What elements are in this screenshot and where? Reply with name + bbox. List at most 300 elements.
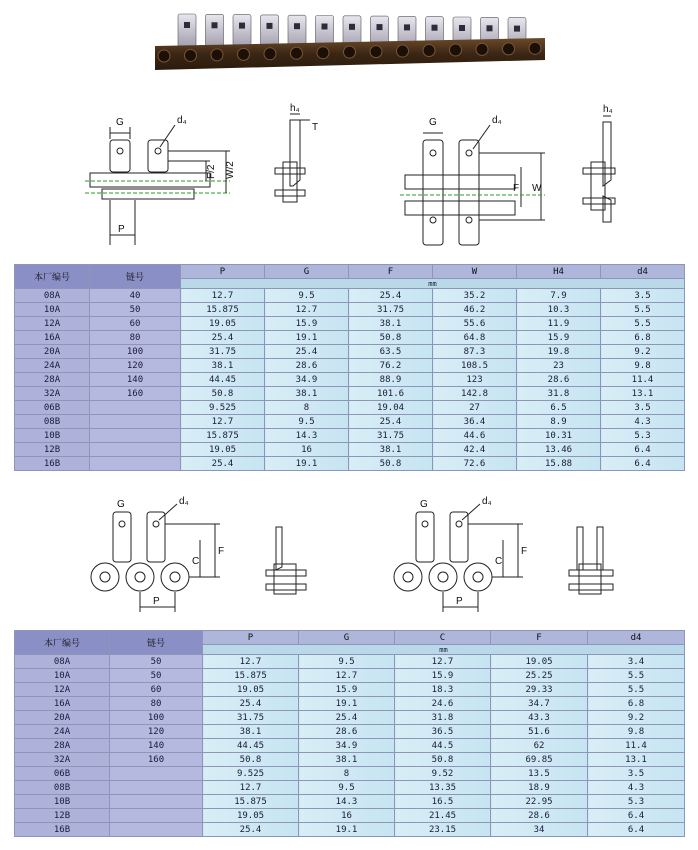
label-d4-3: d₄: [179, 496, 189, 507]
cell-value: 18.3: [395, 683, 491, 697]
cell-code: 08A: [15, 289, 90, 303]
label-p: P: [118, 224, 125, 235]
cell-value: 142.8: [433, 387, 517, 401]
cell-value: 15.875: [203, 669, 299, 683]
label-w-half: W/2: [225, 161, 236, 179]
cell-value: 50.8: [349, 457, 433, 471]
cell-chain: 40: [90, 289, 181, 303]
cell-value: 3.5: [588, 767, 685, 781]
cell-chain: [110, 781, 203, 795]
cell-value: 14.3: [265, 429, 349, 443]
table-row: [15, 781, 685, 795]
cell-code: 28A: [15, 373, 90, 387]
cell-value: 50.8: [395, 753, 491, 767]
drawing-bent-attachment-side: [260, 522, 320, 602]
header-f-2: F: [491, 631, 588, 645]
cell-value: 15.9: [265, 317, 349, 331]
cell-value: 5.5: [601, 317, 685, 331]
cell-value: 72.6: [433, 457, 517, 471]
cell-value: 27: [433, 401, 517, 415]
cell-value: 42.4: [433, 443, 517, 457]
cell-chain: [110, 823, 203, 837]
cell-value: 6.5: [517, 401, 601, 415]
cell-chain: 50: [90, 303, 181, 317]
table-row: [15, 401, 685, 415]
cell-value: 11.9: [517, 317, 601, 331]
cell-value: 5.5: [588, 669, 685, 683]
cell-value: 12.7: [265, 303, 349, 317]
label-p-3: P: [153, 596, 160, 607]
label-g-3: G: [117, 499, 125, 510]
cell-code: 20A: [15, 711, 110, 725]
cell-value: 19.05: [491, 655, 588, 669]
cell-value: 76.2: [349, 359, 433, 373]
cell-value: 8.9: [517, 415, 601, 429]
chain-tab-hole: [349, 24, 355, 30]
chain-tab-hole: [184, 22, 190, 28]
cell-value: 69.85: [491, 753, 588, 767]
cell-code: 20A: [15, 345, 90, 359]
chain-roller: [423, 45, 435, 57]
cell-chain: 160: [110, 753, 203, 767]
table-row: [15, 655, 685, 669]
chain-roller: [397, 45, 409, 57]
cell-value: 28.6: [517, 373, 601, 387]
chain-tab-hole: [459, 25, 465, 31]
cell-value: 12.7: [181, 289, 265, 303]
cell-chain: 80: [110, 697, 203, 711]
cell-value: 44.5: [395, 739, 491, 753]
cell-value: 46.2: [433, 303, 517, 317]
cell-value: 64.8: [433, 331, 517, 345]
label-d4: d₄: [177, 115, 187, 126]
cell-code: 12A: [15, 317, 90, 331]
cell-value: 50.8: [203, 753, 299, 767]
cell-code: 12A: [15, 683, 110, 697]
unit-label-2: mm: [203, 645, 685, 655]
cell-code: 10A: [15, 669, 110, 683]
cell-value: 5.5: [601, 303, 685, 317]
cell-value: 12.7: [395, 655, 491, 669]
cell-code: 16B: [15, 457, 90, 471]
cell-value: 9.8: [601, 359, 685, 373]
drawing-double-attachment-front: [395, 105, 565, 255]
cell-code: 08B: [15, 781, 110, 795]
chain-attachment-tab: [178, 14, 196, 50]
cell-value: 31.8: [517, 387, 601, 401]
cell-value: 12.7: [181, 415, 265, 429]
cell-value: 25.4: [349, 289, 433, 303]
chain-roller: [291, 47, 303, 59]
table-row: [15, 683, 685, 697]
cell-value: 15.875: [181, 429, 265, 443]
cell-value: 13.5: [491, 767, 588, 781]
cell-chain: 50: [110, 655, 203, 669]
table-row: [15, 331, 685, 345]
chain-tab-hole: [239, 23, 245, 29]
cell-value: 3.5: [601, 289, 685, 303]
cell-chain: [110, 767, 203, 781]
table-row: [15, 753, 685, 767]
chain-roller: [317, 47, 329, 59]
cell-value: 13.35: [395, 781, 491, 795]
cell-value: 19.1: [265, 457, 349, 471]
cell-value: 31.75: [203, 711, 299, 725]
cell-value: 9.525: [181, 401, 265, 415]
cell-value: 11.4: [601, 373, 685, 387]
cell-chain: 140: [90, 373, 181, 387]
table-row: [15, 443, 685, 457]
cell-value: 28.6: [491, 809, 588, 823]
cell-chain: [110, 809, 203, 823]
cell-chain: 100: [90, 345, 181, 359]
cell-value: 9.525: [203, 767, 299, 781]
label-h4: h₄: [290, 103, 300, 114]
cell-value: 34: [491, 823, 588, 837]
cell-code: 24A: [15, 725, 110, 739]
cell-value: 36.5: [395, 725, 491, 739]
label-f-3: F: [218, 546, 225, 557]
cell-value: 3.5: [601, 401, 685, 415]
cell-value: 12.7: [203, 781, 299, 795]
drawing-bent-attachment-side-2: [565, 522, 625, 602]
cell-value: 25.4: [181, 457, 265, 471]
cell-value: 8: [265, 401, 349, 415]
cell-code: 16A: [15, 331, 90, 345]
chain-tab-hole: [404, 24, 410, 30]
cell-chain: [90, 429, 181, 443]
cell-value: 5.3: [601, 429, 685, 443]
header-p-2: P: [203, 631, 299, 645]
cell-chain: 140: [110, 739, 203, 753]
header-chain-2: 链号: [110, 631, 203, 655]
unit-label: mm: [181, 279, 685, 289]
cell-value: 10.3: [517, 303, 601, 317]
chain-tab-hole: [432, 25, 438, 31]
cell-value: 34.7: [491, 697, 588, 711]
cell-value: 38.1: [265, 387, 349, 401]
cell-value: 23.15: [395, 823, 491, 837]
table-row: [15, 373, 685, 387]
cell-value: 101.6: [349, 387, 433, 401]
cell-value: 9.5: [265, 415, 349, 429]
cell-value: 16: [265, 443, 349, 457]
chain-tab-hole: [487, 25, 493, 31]
table-row: [15, 317, 685, 331]
cell-value: 13.1: [601, 387, 685, 401]
label-d4-2: d₄: [492, 115, 502, 126]
table-row: [15, 387, 685, 401]
cell-code: 10A: [15, 303, 90, 317]
cell-value: 9.5: [265, 289, 349, 303]
chain-tab-hole: [267, 23, 273, 29]
cell-value: 44.45: [203, 739, 299, 753]
cell-value: 19.05: [181, 443, 265, 457]
cell-value: 25.4: [349, 415, 433, 429]
drawing-single-sided-attachment-side: [265, 100, 335, 220]
header-g: G: [265, 265, 349, 279]
cell-value: 5.3: [588, 795, 685, 809]
cell-value: 34.9: [299, 739, 395, 753]
table-row: [15, 669, 685, 683]
cell-value: 5.5: [588, 683, 685, 697]
chain-tab-hole: [212, 22, 218, 28]
drawing-double-attachment-side: [575, 100, 645, 230]
table-row: [15, 429, 685, 443]
header-chain: 链号: [90, 265, 181, 289]
label-p-4: P: [456, 596, 463, 607]
label-c-3: C: [192, 556, 200, 567]
table-row: [15, 795, 685, 809]
cell-chain: 60: [90, 317, 181, 331]
cell-value: 15.875: [181, 303, 265, 317]
cell-value: 31.75: [349, 429, 433, 443]
cell-value: 31.75: [181, 345, 265, 359]
cell-value: 3.4: [588, 655, 685, 669]
header-w: W: [433, 265, 517, 279]
cell-value: 6.4: [601, 443, 685, 457]
cell-value: 12.7: [299, 669, 395, 683]
chain-roller: [370, 46, 382, 58]
cell-value: 15.875: [203, 795, 299, 809]
cell-value: 18.9: [491, 781, 588, 795]
cell-chain: 120: [110, 725, 203, 739]
cell-value: 38.1: [181, 359, 265, 373]
cell-value: 24.6: [395, 697, 491, 711]
table-row: [15, 359, 685, 373]
header-c-2: C: [395, 631, 491, 645]
cell-value: 50.8: [181, 387, 265, 401]
cell-value: 38.1: [349, 443, 433, 457]
cell-value: 15.9: [299, 683, 395, 697]
cell-value: 44.6: [433, 429, 517, 443]
cell-code: 24A: [15, 359, 90, 373]
cell-value: 23: [517, 359, 601, 373]
drawing-single-sided-attachment-front: [80, 105, 250, 255]
cell-value: 13.46: [517, 443, 601, 457]
cell-value: 19.8: [517, 345, 601, 359]
chain-roller: [185, 49, 197, 61]
cell-chain: 50: [110, 669, 203, 683]
cell-value: 36.4: [433, 415, 517, 429]
cell-value: 9.2: [588, 711, 685, 725]
table-row: [15, 415, 685, 429]
cell-value: 19.05: [203, 683, 299, 697]
cell-code: 16A: [15, 697, 110, 711]
chain-roller: [264, 48, 276, 60]
label-t: T: [312, 122, 319, 133]
cell-value: 38.1: [349, 317, 433, 331]
spec-table-2: [14, 630, 685, 837]
cell-value: 21.45: [395, 809, 491, 823]
cell-value: 15.88: [517, 457, 601, 471]
cell-value: 6.4: [601, 457, 685, 471]
chain-roller: [238, 48, 250, 60]
chain-roller: [476, 43, 488, 55]
table-row: [15, 345, 685, 359]
cell-value: 19.1: [265, 331, 349, 345]
chain-tab-hole: [322, 24, 328, 30]
cell-value: 8: [299, 767, 395, 781]
cell-value: 44.45: [181, 373, 265, 387]
chain-tab-hole: [514, 26, 520, 32]
cell-value: 9.2: [601, 345, 685, 359]
cell-value: 11.4: [588, 739, 685, 753]
cell-value: 25.4: [203, 823, 299, 837]
cell-value: 87.3: [433, 345, 517, 359]
table-row: [15, 457, 685, 471]
chain-roller: [529, 42, 541, 54]
header-d4: d4: [601, 265, 685, 279]
label-g: G: [116, 117, 124, 128]
table-row: [15, 809, 685, 823]
cell-value: 25.4: [203, 697, 299, 711]
cell-value: 25.25: [491, 669, 588, 683]
cell-value: 31.8: [395, 711, 491, 725]
drawing-bent-attachment-front: [85, 492, 245, 617]
cell-code: 32A: [15, 753, 110, 767]
label-w-2: W: [532, 183, 542, 194]
cell-value: 9.8: [588, 725, 685, 739]
chain-tab-hole: [377, 24, 383, 30]
cell-chain: 160: [90, 387, 181, 401]
cell-code: 16B: [15, 823, 110, 837]
label-f-2: F: [513, 183, 520, 194]
cell-value: 63.5: [349, 345, 433, 359]
cell-value: 9.5: [299, 655, 395, 669]
cell-value: 34.9: [265, 373, 349, 387]
cell-value: 14.3: [299, 795, 395, 809]
table-row: [15, 697, 685, 711]
label-d4-4: d₄: [482, 496, 492, 507]
label-h4-2: h₄: [603, 104, 613, 115]
chain-tab-hole: [294, 23, 300, 29]
cell-code: 12B: [15, 809, 110, 823]
cell-value: 55.6: [433, 317, 517, 331]
cell-code: 06B: [15, 767, 110, 781]
cell-value: 12.7: [203, 655, 299, 669]
cell-value: 19.05: [181, 317, 265, 331]
label-g-4: G: [420, 499, 428, 510]
cell-chain: 120: [90, 359, 181, 373]
cell-value: 6.8: [601, 331, 685, 345]
table-row: [15, 711, 685, 725]
cell-chain: 80: [90, 331, 181, 345]
header-code: 本厂编号: [15, 265, 90, 289]
cell-code: 10B: [15, 429, 90, 443]
chain-roller: [503, 43, 515, 55]
cell-code: 12B: [15, 443, 90, 457]
table-row: [15, 767, 685, 781]
cell-value: 35.2: [433, 289, 517, 303]
header-f: F: [349, 265, 433, 279]
chain-roller: [211, 49, 223, 61]
cell-chain: [110, 795, 203, 809]
label-c-4: C: [495, 556, 503, 567]
cell-value: 25.4: [181, 331, 265, 345]
cell-value: 19.05: [203, 809, 299, 823]
cell-chain: [90, 457, 181, 471]
header-p: P: [181, 265, 265, 279]
chain-roller: [450, 44, 462, 56]
table-row: [15, 823, 685, 837]
cell-value: 28.6: [265, 359, 349, 373]
cell-value: 28.6: [299, 725, 395, 739]
table-row: [15, 739, 685, 753]
label-g-2: G: [429, 117, 437, 128]
chain-roller: [344, 46, 356, 58]
cell-value: 9.5: [299, 781, 395, 795]
cell-value: 38.1: [203, 725, 299, 739]
cell-chain: 60: [110, 683, 203, 697]
cell-value: 31.75: [349, 303, 433, 317]
cell-value: 10.31: [517, 429, 601, 443]
cell-code: 06B: [15, 401, 90, 415]
header-d4-2: d4: [588, 631, 685, 645]
header-h4: H4: [517, 265, 601, 279]
cell-value: 13.1: [588, 753, 685, 767]
cell-value: 88.9: [349, 373, 433, 387]
cell-value: 16: [299, 809, 395, 823]
cell-code: 08A: [15, 655, 110, 669]
cell-chain: [90, 443, 181, 457]
header-g-2: G: [299, 631, 395, 645]
table-row: [15, 289, 685, 303]
cell-value: 25.4: [265, 345, 349, 359]
spec-table-1: [14, 264, 685, 471]
cell-value: 9.52: [395, 767, 491, 781]
label-f-4: F: [521, 546, 528, 557]
drawing-bent-attachment-front-2: [388, 492, 548, 617]
cell-chain: [90, 415, 181, 429]
cell-value: 51.6: [491, 725, 588, 739]
chain-photo: [150, 8, 550, 78]
cell-code: 32A: [15, 387, 90, 401]
cell-value: 19.1: [299, 697, 395, 711]
cell-value: 123: [433, 373, 517, 387]
cell-value: 4.3: [601, 415, 685, 429]
cell-value: 4.3: [588, 781, 685, 795]
cell-value: 19.1: [299, 823, 395, 837]
cell-value: 6.4: [588, 823, 685, 837]
cell-value: 29.33: [491, 683, 588, 697]
cell-value: 15.9: [517, 331, 601, 345]
cell-value: 50.8: [349, 331, 433, 345]
cell-value: 7.9: [517, 289, 601, 303]
cell-value: 16.5: [395, 795, 491, 809]
cell-value: 19.04: [349, 401, 433, 415]
cell-value: 43.3: [491, 711, 588, 725]
cell-value: 108.5: [433, 359, 517, 373]
cell-chain: 100: [110, 711, 203, 725]
cell-value: 15.9: [395, 669, 491, 683]
cell-value: 6.4: [588, 809, 685, 823]
cell-value: 6.8: [588, 697, 685, 711]
cell-value: 25.4: [299, 711, 395, 725]
cell-code: 28A: [15, 739, 110, 753]
cell-value: 22.95: [491, 795, 588, 809]
chain-roller: [158, 50, 170, 62]
cell-chain: [90, 401, 181, 415]
table-row: [15, 303, 685, 317]
cell-value: 38.1: [299, 753, 395, 767]
table-row: [15, 725, 685, 739]
cell-value: 62: [491, 739, 588, 753]
label-f-half: F/2: [206, 164, 217, 179]
cell-code: 08B: [15, 415, 90, 429]
header-code-2: 本厂编号: [15, 631, 110, 655]
cell-code: 10B: [15, 795, 110, 809]
